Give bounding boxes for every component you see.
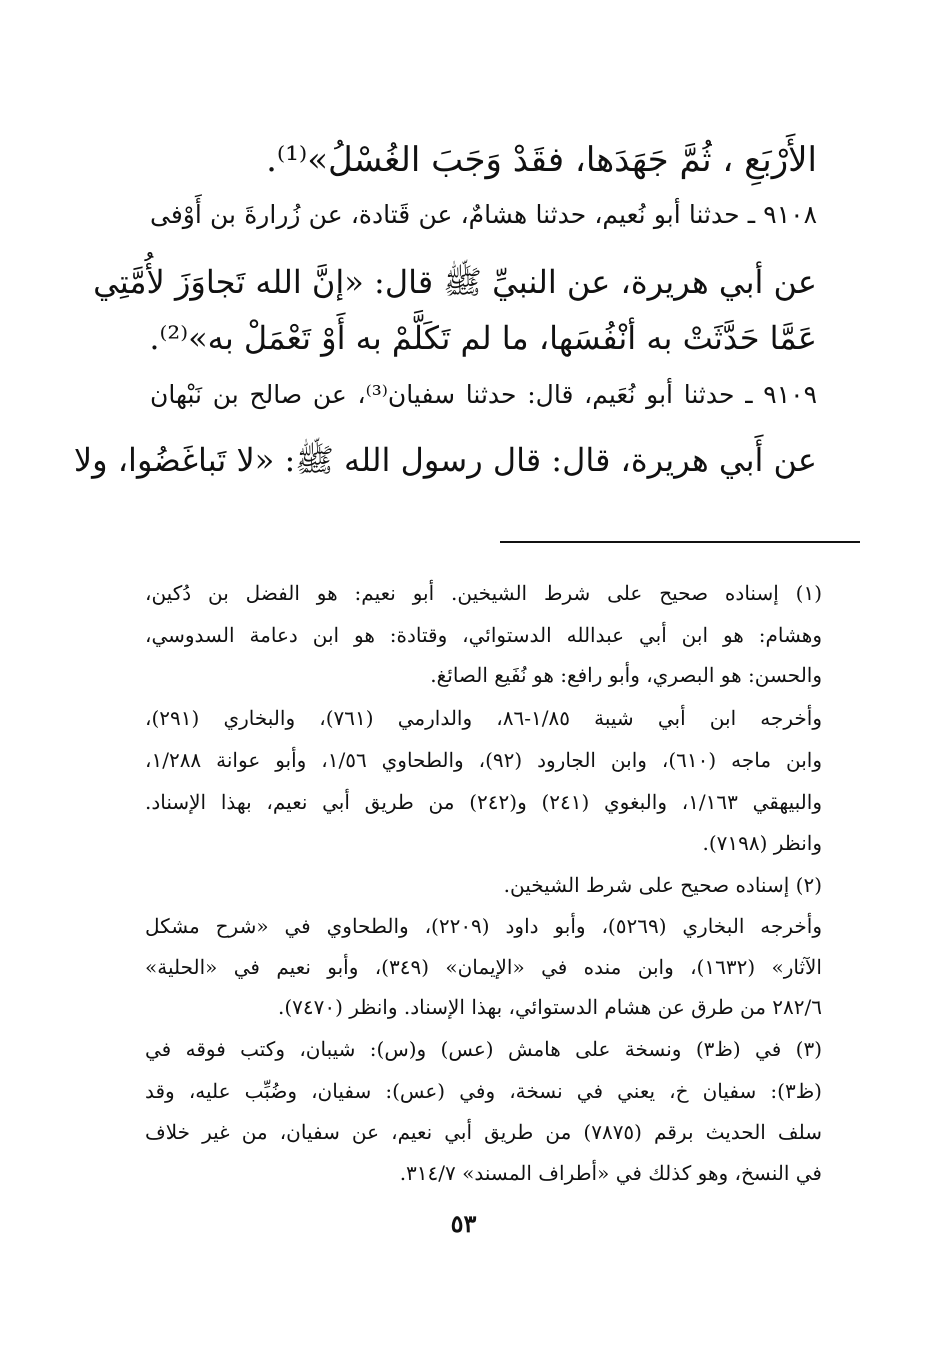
footnote-3-line-2: (ظ٣): سفيان خ، يعني في نسخة، وفي (عس): سفيان، وضُبِّب عليه، وقد [145,1079,822,1103]
footnote-1-line-4: وأخرجه ابن أبي شيبة ١/٨٥-٨٦، والدارمي (٧٦١)، والبخاري (٢٩١)، [145,706,822,730]
footnote-1-line-2: وهشام: هو ابن أبي عبدالله الدستوائي، وقتادة: هو ابن دعامة السدوسي، [145,623,822,647]
footnote-3-line-1: (٣) في (ظ٣) ونسخة على هامش (عس) و(س): شيبان، وكتب فوقه في [145,1037,822,1061]
hadith-9109-line-2: عن أَبي هريرة، قال: قال رسول الله ﷺ: «لا تَباغَضُوا، ولا [73,441,817,479]
hadith-9108-line-2: عن أبي هريرة، عن النبيِّ ﷺ قال: «إنَّ الله تَجاوَزَ لأُمَّتِي [93,263,817,301]
page-number: ٥٣ [450,1209,477,1238]
footnote-2-line-4: ٢٨٢/٦ من طرق عن هشام الدستوائي، بهذا الإسناد. وانظر (٧٤٧٠). [277,995,822,1019]
footnote-1-line-1: (١) إسناده صحيح على شرط الشيخين. أبو نعيم: هو الفضل بن دُكين، [145,581,822,605]
footnote-1-line-5: وابن ماجه (٦١٠)، وابن الجارود (٩٢)، والطحاوي ١/٥٦، وأبو عوانة ١/٢٨٨، [145,748,822,772]
footnote-3-line-3: سلف الحديث برقم (٧٨٧٥) من طريق أبي نعيم، عن سفيان، من غير خلاف [145,1120,823,1144]
footnote-1-line-6: والبيهقي ١/١٦٣، والبغوي (٢٤١) و(٢٤٢) من طريق أبي نعيم، بهذا الإسناد. [145,790,822,814]
footnote-1-line-7: وانظر (٧١٩٨). [702,831,822,855]
hadith-9109-heading: ٩١٠٩ ـ حدثنا أبو نُعَيم، قال: حدثنا سفيان⁽³⁾، عن صالح بن نَبْهان [150,380,817,409]
footnote-2-line-1: (٢) إسناده صحيح على شرط الشيخين. [503,873,822,897]
footnote-3-line-4: في النسخ، وهو كذلك في «أطراف المسند» ٣١٤/٧. [399,1161,822,1185]
hadith-9108-heading: ٩١٠٨ ـ حدثنا أبو نُعيم، حدثنا هشامٌ، عن قَتادة، عن زُرارةَ بن أَوْفى [150,200,817,229]
footnote-separator [500,541,860,543]
footnote-1-line-3: والحسن: هو البصري، وأبو رافع: هو نُفَيع الصائغ. [430,663,822,687]
footnote-2-line-3: الآثار» (١٦٣٢)، وابن منده في «الإيمان» (٣٤٩)، وأبو نعيم في «الحلية» [145,955,822,979]
main-text-line-1: الأَرْبَعِ ، ثُمَّ جَهَدَها، فقَدْ وَجَبَ الغُسْلُ»⁽¹⁾. [266,140,817,180]
footnote-2-line-2: وأخرجه البخاري (٥٢٦٩)، وأبو داود (٢٢٠٩)، والطحاوي في «شرح مشكل [145,914,822,938]
hadith-9108-line-3: عَمَّا حَدَّثَتْ به أنْفُسَها، ما لم تَكَلَّمْ به أَوْ تَعْمَلْ به»⁽²⁾. [149,319,817,357]
